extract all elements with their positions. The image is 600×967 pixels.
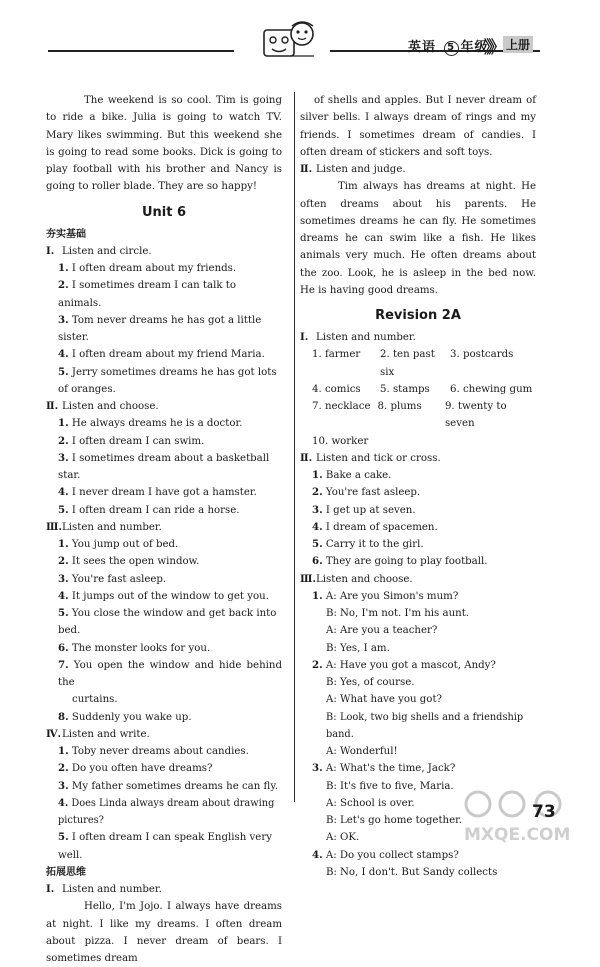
dialogue-line: B: Yes, I am. xyxy=(326,642,390,654)
dialogue-line: 2. A: Have you got a mascot, Andy? xyxy=(312,658,496,671)
dialogue-line: B: Yes, of course. xyxy=(326,677,415,688)
word-row: 1. farmer 2. ten past six 3. postcards xyxy=(312,349,514,378)
header-chevrons: 》》 xyxy=(484,38,502,58)
list-item: 1. You jump out of bed. xyxy=(58,538,179,550)
exercise-listen-number: Ⅲ.Listen and number. 1. You jump out of bed. 2. It sees the open window. 3. You're fast asleep. 4. It jumps out of the window to get you. 5. You close the window and get back into bed. 6. The monster looks for you. 7. You open the window and hide behind the curtains. 8. Suddenly you wake up. xyxy=(46,519,282,726)
watermark-text: MXQE.COM xyxy=(464,825,571,845)
page-number: 73 xyxy=(532,802,556,822)
list-item: 2. You're fast asleep. xyxy=(312,486,421,499)
list-item: 3. You're fast asleep. xyxy=(58,572,167,585)
dialogue-line: 3. A: What's the time, Jack? xyxy=(312,762,456,775)
mascot-logo-icon xyxy=(256,18,322,64)
list-item: 8. Suddenly you wake up. xyxy=(58,710,192,723)
list-item: 3. I sometimes dream about a basketball star. xyxy=(58,451,270,481)
list-item: 5. You close the window and get back into bed. xyxy=(58,607,277,637)
exercise-listen-choose: Ⅱ. Listen and choose. 1. He always dreams he is a doctor. 2. I often dream I can swim. 3. I sometimes dream about a basketball star. 4. I never dream I have got a hamster. 5. I often dream I can ride a horse. xyxy=(46,398,282,519)
list-item: 2. I often dream I can swim. xyxy=(58,434,205,447)
page-header xyxy=(0,0,600,70)
revision-listen-choose: Ⅲ.Listen and choose. 1. A: Are you Simon's mum? B: No, I'm not. I'm his aunt. A: Are you a teacher? B: Yes, I am. 2. A: Have you got a mascot, Andy? B: Yes, of course. A: What have you got? B: Look, two big shells and a friendship band. A: Wonderful! 3. A: What's the time, Jack? B: It's five to five, Maria. A: School is over. B: Let's go home together. A: OK. 4. A: Do you collect stamps? B: No, I don't. But Sandy collects xyxy=(300,571,536,882)
watermark-logo-icon xyxy=(460,780,580,846)
list-item: 3. My father sometimes dreams he can fly. xyxy=(58,779,278,792)
header-rule-left xyxy=(48,50,234,52)
grade-number-badge: 5 xyxy=(444,41,459,56)
revision-listen-number: Ⅰ. Listen and number. 1. farmer 2. ten past six 3. postcards 4. comics 5. stamps 6. chewing gum 7. necklace 8. plums 9. twenty to seven 10. worker xyxy=(300,329,536,450)
list-item: 4. I never dream I have got a hamster. xyxy=(58,486,257,499)
intro-paragraph: The weekend is so cool. Tim is going to ride a bike. Julia is going to watch TV. Mary likes swimming. But this weekend she is going to read some books. Dick is going to play football with his brother and Nancy is going to roller blade. They are so happy! xyxy=(46,95,282,193)
right-column: of shells and apples. But I never dream of silver bells. I always dream of rings and my friends. I sometimes dream of candies. I often dream of stickers and soft toys. Ⅱ. Listen and judge. Tim always has dreams at night. He often dreams about his parents. He sometimes dreams he can fly. He sometimes dreams he can swim like a fish. He likes animals very much. He often dreams about the zoo. Look, he is asleep in the bed now. He is having good dreams. Revision 2A Ⅰ. Listen and number. 1. farmer 2. ten past six 3. postcards 4. comics 5. stamps 6. chewing gum 7. necklace 8. plums 9. twenty to seven 10. worker Ⅱ. Listen and tick or cross. 1. Bake a cake. 2. You're fast asleep. 3. I get up at seven. 4. I dream of spacemen. 5. Carry it to the girl. 6. They are going to play football. Ⅲ.Listen and choose. 1. A: Are you Simon's mum? B: No, I'm not. I'm his aunt. A: Are you a teacher? B: Yes, I am. 2. A: Have you got a mascot, Andy? B: Yes, of course. A: What have you got? B: Look, two big shells and a friendship band. A: Wonderful! 3. A: What's the time, Jack? B: It's five to five, Maria. A: School is over. B: Let's go home together. A: OK. 4. A: Do you collect stamps? B: No, I don't. But Sandy collects xyxy=(300,92,536,881)
section-heading-basics: 夯实基础 xyxy=(46,228,86,240)
list-item: 4. Does Linda always dream about drawing pictures? xyxy=(58,797,275,826)
list-item: 1. I often dream about my friends. xyxy=(58,262,237,274)
dialogue-line: 1. A: Are you Simon's mum? xyxy=(312,589,459,602)
header-volume: 上册 xyxy=(503,36,533,53)
dialogue-line: A: What have you got? xyxy=(326,694,442,706)
unit-title: Unit 6 xyxy=(141,204,187,220)
list-item: 4. It jumps out of the window to get you. xyxy=(58,589,269,602)
revision-tick-cross: Ⅱ. Listen and tick or cross. 1. Bake a cake. 2. You're fast asleep. 3. I get up at seven. 4. I dream of spacemen. 5. Carry it to the girl. 6. They are going to play football. xyxy=(300,450,536,571)
list-item: 3. Tom never dreams he has got a little sister. xyxy=(58,313,262,343)
revision-title: Revision 2A xyxy=(375,308,461,323)
list-item: 1. He always dreams he is a doctor. xyxy=(58,417,243,430)
word-row: 10. worker xyxy=(312,435,369,447)
dialogue-line: A: School is over. xyxy=(326,797,415,809)
list-item: 5. Carry it to the girl. xyxy=(312,538,424,550)
list-item: 5. I often dream I can speak English very well. xyxy=(58,831,272,861)
judge-paragraph: Tim always has dreams at night. He often dreams about his parents. He sometimes dreams he can fly. He sometimes dreams he can swim like a fish. He likes animals very much. He often dreams about the zoo. Look, he is asleep in the bed now. He is having good dreams. xyxy=(300,181,536,296)
dialogue-line: B: Look, two big shells and a friendship band. xyxy=(326,711,524,740)
exercise-listen-circle: Ⅰ. Listen and circle. 1. I often dream about my friends. 2. I sometimes dream I can talk to animals. 3. Tom never dreams he has got a little sister. 4. I often dream about my friend Maria. 5. Jerry sometimes dreams he has got lots of oranges. xyxy=(46,243,282,398)
list-item: 5. I often dream I can ride a horse. xyxy=(58,503,240,516)
dialogue-line: 4. A: Do you collect stamps? xyxy=(312,848,459,861)
list-item: 7. You open the window and hide behind the xyxy=(58,658,282,688)
word-row: 4. comics 5. stamps 6. chewing gum xyxy=(312,383,533,395)
word-row: 7. necklace 8. plums 9. twenty to seven xyxy=(312,401,507,430)
dialogue-line: B: No, I'm not. I'm his aunt. xyxy=(326,608,470,619)
exercise-listen-write: Ⅳ.Listen and write. 1. Toby never dreams about candies. 2. Do you often have dreams? 3. My father sometimes dreams he can fly. 4. Does Linda always dream about drawing pictures? 5. I often dream I can speak English very well. xyxy=(46,726,282,864)
section-heading-extension: 拓展思维 xyxy=(46,866,86,878)
left-column: The weekend is so cool. Tim is going to ride a bike. Julia is going to watch TV. Mary likes swimming. But this weekend she is going to read some books. Dick is going to play football with his brother and Nancy is going to roller blade. They are so happy! Unit 6 夯实基础 Ⅰ. Listen and circle. 1. I often dream about my friends. 2. I sometimes dream I can talk to animals. 3. Tom never dreams he has got a little sister. 4. I often dream about my friend Maria. 5. Jerry sometimes dreams he has got lots of oranges. Ⅱ. Listen and choose. 1. He always dreams he is a doctor. 2. I often dream I can swim. 3. I sometimes dream about a basketball star. 4. I never dream I have got a hamster. 5. I often dream I can ride a horse. Ⅲ.Listen and number. 1. You jump out of bed. 2. It sees the open window. 3. You're fast asleep. 4. It jumps out of the window to get you. 5. You close the window and get back into bed. 6. The monster looks for you. 7. You open the window and hide behind the curtains. 8. Suddenly you wake up. Ⅳ.Listen and write. 1. Toby never dreams about candies. 2. Do you often have dreams? 3. My father sometimes dreams he can fly. 4. Does Linda always dream about drawing pictures? 5. I often dream I can speak English very well. 拓展思维 Ⅰ. Listen and number. Hello, I'm Jojo. I always have dreams at night. I like my dreams. I often dream about pizza. I never dream of bears. I sometimes dream xyxy=(46,92,282,967)
list-item: 6. The monster looks for you. xyxy=(58,641,211,654)
list-item-continuation: curtains. xyxy=(72,694,118,706)
dialogue-line: B: No, I don't. But Sandy collects xyxy=(326,866,498,878)
header-subject-grade: 英语 5 年级 xyxy=(408,40,489,55)
dialogue-line: A: Wonderful! xyxy=(326,746,398,757)
column-divider xyxy=(294,92,295,802)
dialogue-line: A: OK. xyxy=(326,832,360,844)
dialogue-line: B: It's five to five, Maria. xyxy=(326,780,454,792)
list-item: 6. They are going to play football. xyxy=(312,555,488,568)
dialogue-line: B: Let's go home together. xyxy=(326,815,463,826)
list-item: 2. Do you often have dreams? xyxy=(58,762,213,775)
continued-paragraph: of shells and apples. But I never dream of silver bells. I always dream of rings and my friends. I sometimes dream of candies. I often dream of stickers and soft toys. xyxy=(300,95,536,158)
list-item: 2. It sees the open window. xyxy=(58,555,200,568)
list-item: 5. Jerry sometimes dreams he has got lots of oranges. xyxy=(58,365,277,395)
list-item: 1. Bake a cake. xyxy=(312,469,392,481)
list-item: 3. I get up at seven. xyxy=(312,503,416,516)
list-item: 4. I dream of spacemen. xyxy=(312,520,438,533)
extension-paragraph: Hello, I'm Jojo. I always have dreams at night. I like my dreams. I often dream about pizza. I never dream of bears. I sometimes dream xyxy=(46,901,282,964)
list-item: 2. I sometimes dream I can talk to animals. xyxy=(58,279,237,309)
list-item: 4. I often dream about my friend Maria. xyxy=(58,348,265,361)
list-item: 1. Toby never dreams about candies. xyxy=(58,745,249,757)
dialogue-line: A: Are you a teacher? xyxy=(326,625,438,637)
